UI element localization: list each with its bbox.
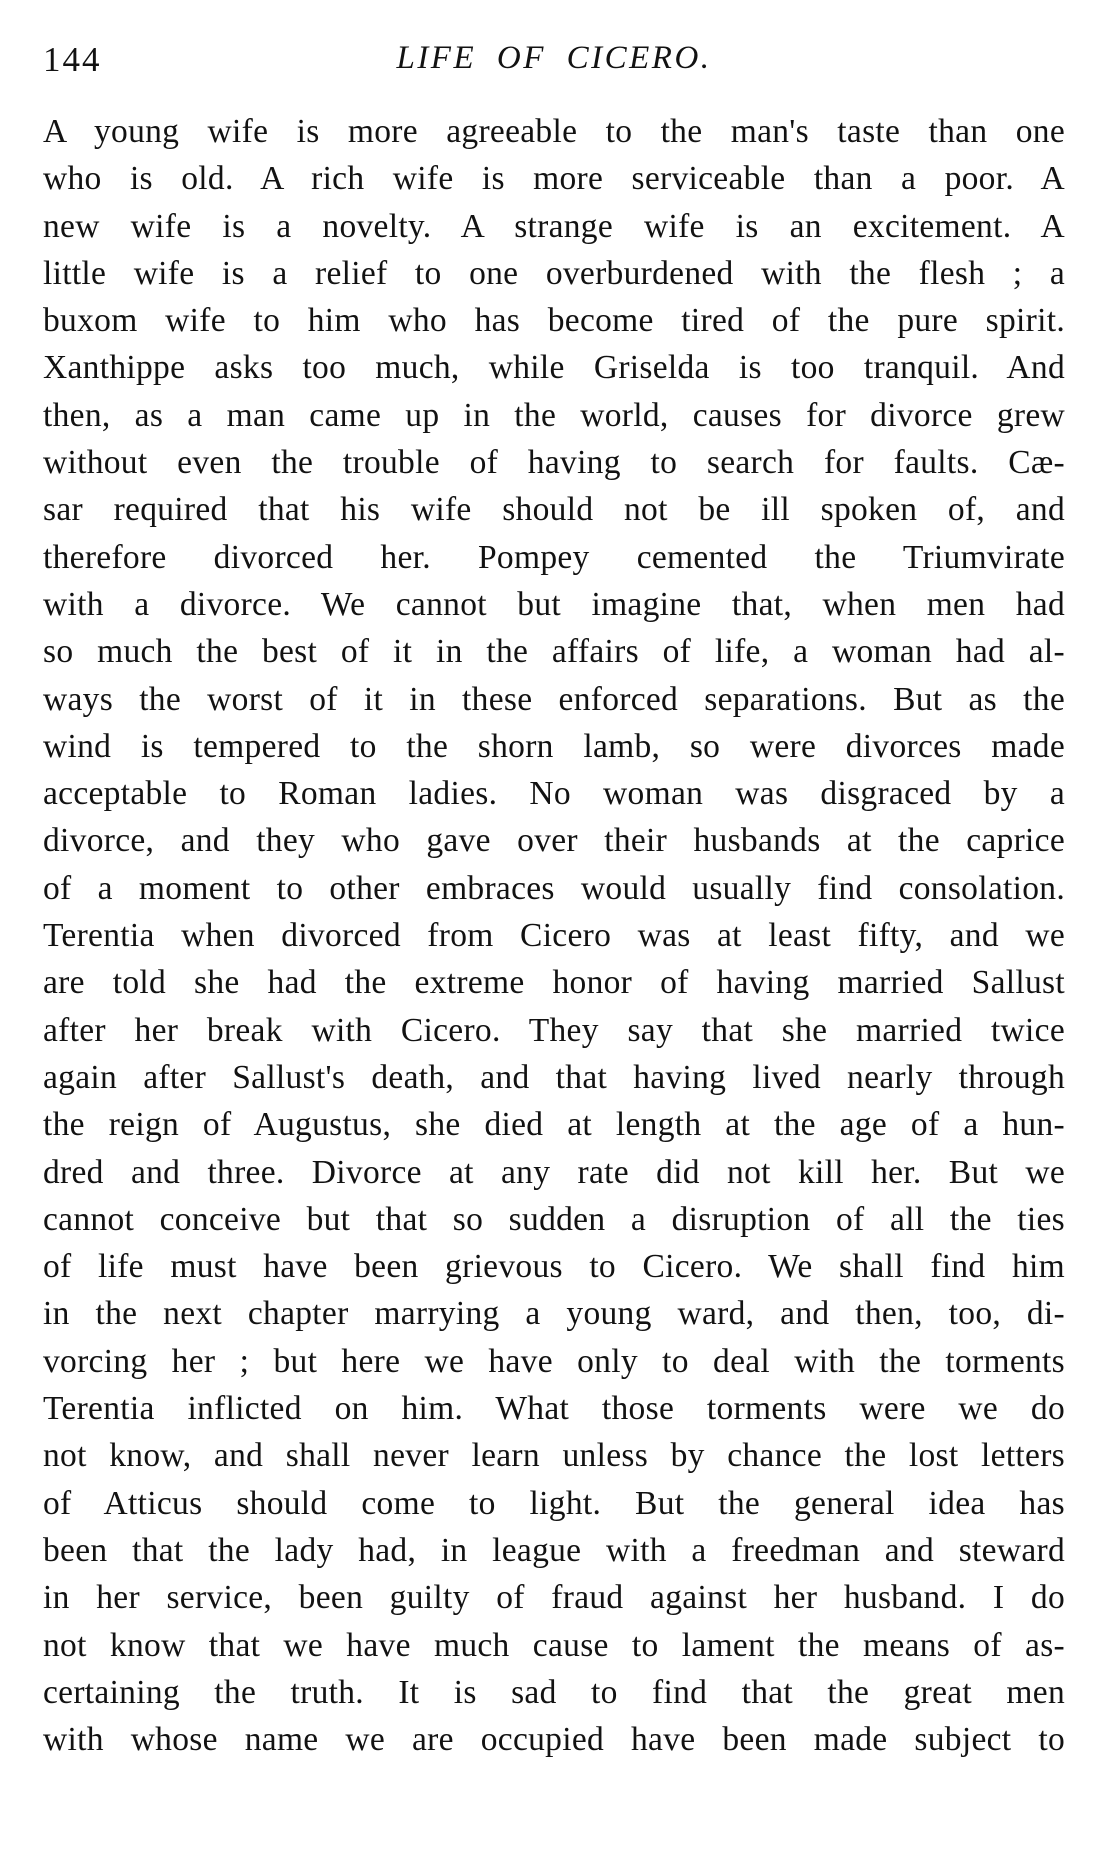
text-line: Terentia when divorced from Cicero was at least fifty, and we: [43, 917, 1065, 955]
text-line: been that the lady had, in league with a freedman and steward: [43, 1531, 1065, 1569]
text-line: of life must have been grievous to Cicero. We shall find him: [43, 1248, 1065, 1286]
text-line: Terentia inflicted on him. What those torments were we do: [43, 1390, 1065, 1428]
text-line: buxom wife to him who has become tired of the pure spirit.: [43, 302, 1065, 340]
text-line: cannot conceive but that so sudden a disruption of all the ties: [43, 1200, 1065, 1238]
text-line: divorce, and they who gave over their husbands at the caprice: [43, 822, 1065, 860]
page-header: [43, 40, 1065, 82]
text-line: new wife is a novelty. A strange wife is an excitement. A: [43, 207, 1065, 245]
text-line: ways the worst of it in these enforced separations. But as the: [43, 680, 1065, 718]
text-line: not know, and shall never learn unless by chance the lost letters: [43, 1437, 1065, 1475]
text-line: therefore divorced her. Pompey cemented the Triumvirate: [43, 538, 1065, 576]
body-text: [43, 108, 1065, 1763]
text-line: in the next chapter marrying a young ward, and then, too, di-: [43, 1295, 1065, 1333]
text-line: A young wife is more agreeable to the man's taste than one: [43, 113, 1065, 150]
page-number: 144: [43, 40, 102, 79]
text-line: of a moment to other embraces would usually find consolation.: [43, 869, 1065, 907]
text-line: vorcing her ; but here we have only to deal with the torments: [43, 1342, 1065, 1380]
text-line: the reign of Augustus, she died at length at the age of a hun-: [43, 1106, 1065, 1144]
running-title: LIFE OF CICERO.: [396, 40, 712, 76]
text-line: sar required that his wife should not be ill spoken of, and: [43, 491, 1065, 529]
text-line: after her break with Cicero. They say that she married twice: [43, 1011, 1065, 1049]
text-line: then, as a man came up in the world, causes for divorce grew: [43, 396, 1065, 434]
text-line: acceptable to Roman ladies. No woman was disgraced by a: [43, 775, 1065, 813]
text-line: who is old. A rich wife is more serviceable than a poor. A: [43, 160, 1065, 198]
text-line: little wife is a relief to one overburdened with the flesh ; a: [43, 254, 1065, 292]
text-line: certaining the truth. It is sad to find that the great men: [43, 1673, 1065, 1711]
text-line: with whose name we are occupied have been made subject to: [43, 1721, 1065, 1759]
text-line: Xanthippe asks too much, while Griselda is too tranquil. And: [43, 349, 1065, 387]
text-line: not know that we have much cause to lament the means of as-: [43, 1626, 1065, 1664]
text-line: of Atticus should come to light. But the general idea has: [43, 1484, 1065, 1522]
text-line: without even the trouble of having to search for faults. Cæ-: [43, 444, 1065, 482]
text-line: are told she had the extreme honor of having married Sallust: [43, 964, 1065, 1002]
text-line: in her service, been guilty of fraud against her husband. I do: [43, 1579, 1065, 1617]
text-line: dred and three. Divorce at any rate did not kill her. But we: [43, 1153, 1065, 1191]
text-line: wind is tempered to the shorn lamb, so were divorces made: [43, 727, 1065, 765]
text-line: so much the best of it in the affairs of life, a woman had al-: [43, 633, 1065, 671]
text-line: again after Sallust's death, and that having lived nearly through: [43, 1058, 1065, 1096]
text-line: with a divorce. We cannot but imagine that, when men had: [43, 585, 1065, 623]
